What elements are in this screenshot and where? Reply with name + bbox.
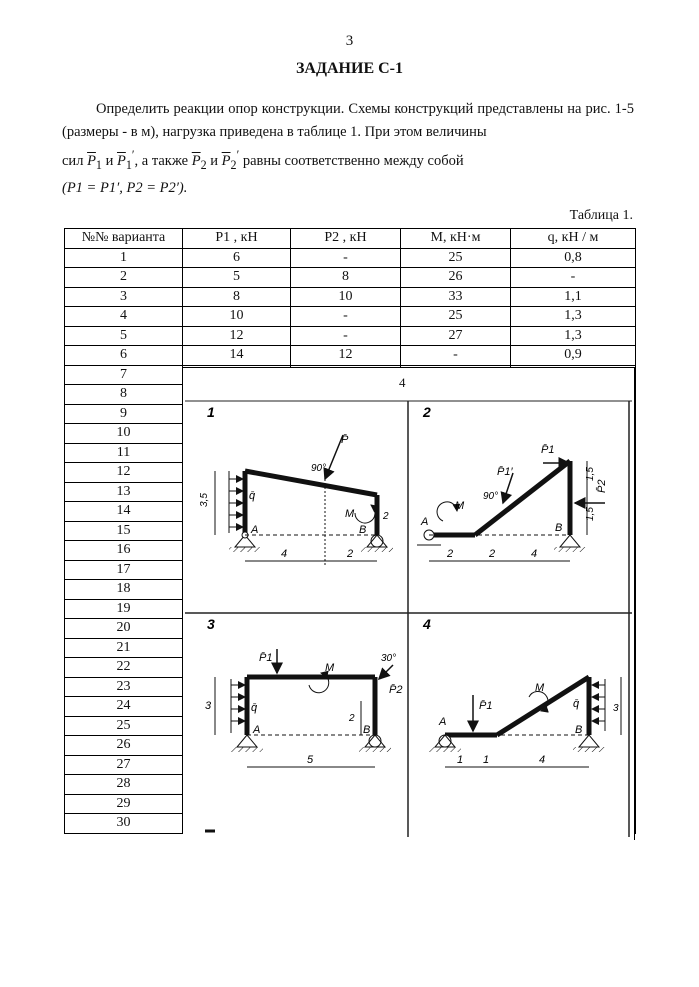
table-cell: 20 bbox=[65, 619, 183, 639]
svg-text:3: 3 bbox=[613, 703, 619, 714]
table-cell: - bbox=[511, 268, 636, 288]
svg-text:P̄1: P̄1 bbox=[259, 652, 273, 664]
svg-text:30°: 30° bbox=[381, 653, 397, 664]
task-description bbox=[62, 98, 634, 200]
svg-text:A: A bbox=[421, 516, 429, 528]
table-cell: - bbox=[291, 326, 401, 346]
svg-text:P̄1: P̄1 bbox=[541, 444, 555, 456]
table-row bbox=[65, 268, 636, 288]
svg-text:A: A bbox=[251, 524, 259, 536]
table-cell: 1,3 bbox=[511, 326, 636, 346]
table-cell: 1,1 bbox=[511, 287, 636, 307]
svg-text:B: B bbox=[359, 524, 367, 536]
svg-text:M: M bbox=[535, 682, 545, 694]
paragraph-line-1: Определить реакции опор конструкции. Схемы конструкций представлены bbox=[96, 101, 564, 117]
table-row bbox=[65, 307, 636, 327]
table-cell: 16 bbox=[65, 541, 183, 561]
table-cell: 26 bbox=[65, 736, 183, 756]
scheme-3 bbox=[205, 616, 402, 767]
table-cell: 5 bbox=[65, 326, 183, 346]
svg-text:4: 4 bbox=[281, 548, 288, 560]
svg-text:q̄: q̄ bbox=[249, 490, 256, 502]
header-m: M, кН·м bbox=[401, 229, 511, 249]
svg-text:3,5: 3,5 bbox=[199, 493, 210, 507]
svg-text:5: 5 bbox=[307, 754, 314, 766]
table-cell: 0,8 bbox=[511, 248, 636, 268]
svg-text:4: 4 bbox=[531, 548, 538, 560]
table-cell: 3 bbox=[65, 287, 183, 307]
table-cell: 10 bbox=[65, 424, 183, 444]
table-cell: - bbox=[291, 307, 401, 327]
svg-text:1: 1 bbox=[483, 754, 490, 766]
table-cell: 11 bbox=[65, 443, 183, 463]
table-cell: 8 bbox=[65, 385, 183, 405]
paragraph-formula: (P1 = P1′, P2 = P2′). bbox=[62, 179, 188, 196]
svg-text:M: M bbox=[345, 508, 355, 520]
table-row bbox=[65, 326, 636, 346]
table-cell: 12 bbox=[183, 326, 291, 346]
table-cell: 0,9 bbox=[511, 346, 636, 366]
svg-text:q̄: q̄ bbox=[573, 698, 580, 710]
table-cell: 7 bbox=[65, 365, 183, 385]
figure-page-number: 4 bbox=[399, 375, 406, 390]
table-cell: 9 bbox=[65, 404, 183, 424]
svg-text:2: 2 bbox=[383, 511, 389, 522]
scheme-4 bbox=[422, 616, 621, 767]
table-cell: 12 bbox=[291, 346, 401, 366]
table-cell: 21 bbox=[65, 638, 183, 658]
header-q: q, кН / м bbox=[511, 229, 636, 249]
header-variant: №№ варианта bbox=[65, 229, 183, 249]
svg-text:3: 3 bbox=[205, 700, 212, 712]
table-cell: 27 bbox=[65, 755, 183, 775]
scheme-2-number: 2 bbox=[423, 404, 431, 420]
table-cell: 1,3 bbox=[511, 307, 636, 327]
svg-text:2: 2 bbox=[347, 548, 354, 560]
paragraph-line-3: сил $\overline{P}_1$ и $\overline{P}_1'$, а также $\overline{P}_2$ и $\overline{P}_2'$ равны соответственно между собой bbox=[62, 148, 464, 172]
svg-text:P̄1′: P̄1′ bbox=[497, 466, 513, 478]
table-cell: 15 bbox=[65, 521, 183, 541]
table-cell: 10 bbox=[183, 307, 291, 327]
svg-text:90°: 90° bbox=[483, 491, 499, 502]
table-cell: 14 bbox=[65, 502, 183, 522]
svg-text:1,5: 1,5 bbox=[585, 507, 596, 521]
table-cell: - bbox=[291, 248, 401, 268]
svg-text:2: 2 bbox=[447, 548, 454, 560]
svg-text:A: A bbox=[253, 724, 261, 736]
table-cell: 8 bbox=[291, 268, 401, 288]
table-cell: 28 bbox=[65, 775, 183, 795]
table-cell: 10 bbox=[291, 287, 401, 307]
svg-text:90°: 90° bbox=[311, 463, 327, 474]
scheme-3-number: 3 bbox=[207, 616, 215, 632]
svg-text:P̄2: P̄2 bbox=[596, 479, 608, 493]
table-cell: - bbox=[401, 346, 511, 366]
table-cell: 30 bbox=[65, 814, 183, 834]
svg-text:1,5: 1,5 bbox=[585, 467, 596, 481]
svg-text:P̄2: P̄2 bbox=[389, 684, 403, 696]
scheme-1 bbox=[199, 404, 393, 565]
scheme-4-number: 4 bbox=[423, 616, 431, 632]
table-cell: 12 bbox=[65, 463, 183, 483]
header-p2: P2 , кН bbox=[291, 229, 401, 249]
table-cell: 25 bbox=[401, 248, 511, 268]
svg-text:B: B bbox=[363, 724, 371, 736]
table-row bbox=[65, 287, 636, 307]
table-cell: 2 bbox=[65, 268, 183, 288]
table-cell: 27 bbox=[401, 326, 511, 346]
table-cell: 13 bbox=[65, 482, 183, 502]
table-header-row bbox=[65, 229, 636, 249]
svg-text:B: B bbox=[575, 724, 583, 736]
table-cell: 24 bbox=[65, 697, 183, 717]
table-cell: 8 bbox=[183, 287, 291, 307]
table-cell: 33 bbox=[401, 287, 511, 307]
table-cell: 29 bbox=[65, 794, 183, 814]
table-cell: 14 bbox=[183, 346, 291, 366]
table-cell: 6 bbox=[183, 248, 291, 268]
svg-text:P̄: P̄ bbox=[341, 434, 349, 446]
table-cell: 18 bbox=[65, 580, 183, 600]
svg-text:A: A bbox=[439, 716, 447, 728]
table-cell: 19 bbox=[65, 599, 183, 619]
table-cell: 6 bbox=[65, 346, 183, 366]
table-row bbox=[65, 346, 636, 366]
table-cell: 5 bbox=[183, 268, 291, 288]
schemes-figure bbox=[185, 395, 632, 837]
paragraph-line-2: на рис. 1-5 (размеры - в м), нагрузка приведена в таблице 1. При этом величины bbox=[62, 101, 635, 140]
table-cell: 1 bbox=[65, 248, 183, 268]
table-cell: 23 bbox=[65, 677, 183, 697]
svg-text:1: 1 bbox=[457, 754, 464, 766]
svg-text:B: B bbox=[555, 522, 563, 534]
table-row bbox=[65, 248, 636, 268]
svg-text:M: M bbox=[455, 500, 465, 512]
header-p1: P1 , кН bbox=[183, 229, 291, 249]
svg-text:4: 4 bbox=[539, 754, 546, 766]
svg-text:2: 2 bbox=[349, 713, 355, 724]
table-cell: 25 bbox=[65, 716, 183, 736]
table-cell: 4 bbox=[65, 307, 183, 327]
svg-text:2: 2 bbox=[489, 548, 496, 560]
table-cell: 26 bbox=[401, 268, 511, 288]
table-cell: 25 bbox=[401, 307, 511, 327]
svg-text:P̄1: P̄1 bbox=[479, 700, 493, 712]
scheme-2 bbox=[417, 404, 608, 561]
table-caption: Таблица 1. bbox=[569, 208, 633, 223]
svg-text:q̄: q̄ bbox=[251, 702, 258, 714]
scheme-1-number: 1 bbox=[207, 404, 215, 420]
page-number: 3 bbox=[345, 33, 354, 49]
table-cell: 17 bbox=[65, 560, 183, 580]
svg-text:M: M bbox=[325, 662, 335, 674]
task-title: ЗАДАНИЕ С-1 bbox=[295, 60, 403, 77]
table-cell: 22 bbox=[65, 658, 183, 678]
